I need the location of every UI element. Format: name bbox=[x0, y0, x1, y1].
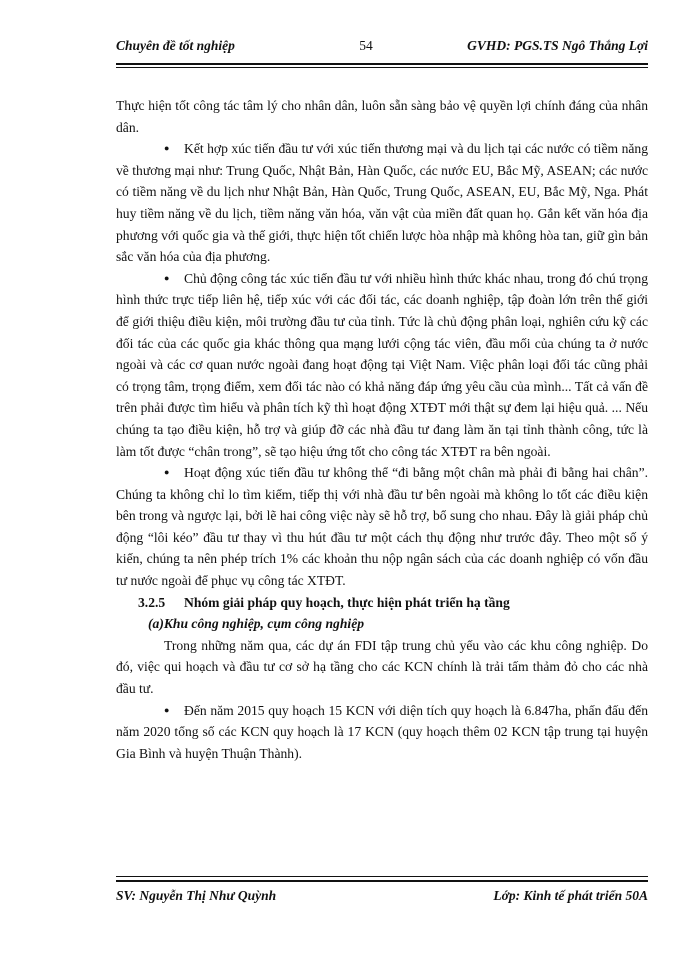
document-body bbox=[116, 95, 648, 764]
section-title: Nhóm giải pháp quy hoạch, thực hiện phát triển hạ tầng bbox=[184, 594, 510, 610]
footer-rule-thick bbox=[116, 880, 648, 882]
bullet-icon: ● bbox=[164, 143, 170, 154]
bullet-text: Chủ động công tác xúc tiến đầu tư với nhiều hình thức khác nhau, trong đó chú trọng hình thức trực tiếp liên hệ, tiếp xúc với các đối tác, các doanh nghiệp, tập đoàn lớn trên thế giới để giới thiệu điều kiện, môi trường đầu tư của tỉnh. Tức là chủ động phân loại, nghiên cứu kỹ các đối tác của các quốc gia khác thông qua mạng lưới cộng tác viên, đầu mối của chúng ta ở nước ngoài và các cơ quan nước ngoài đang hoạt động tại Việt Nam. Việc phân loại đối tác cũng phải có trọng tâm, trọng điểm, xem đối tác nào có khả năng đáp ứng yêu cầu của mình... Tất cả vấn đề trên phải được tìm hiểu và phân tích kỹ thì hoạt động XTĐT mới thật sự đem lại hiệu quả. ... Nếu chúng ta tạo điều kiện, hỗ trợ và giúp đỡ các nhà đầu tư đang làm ăn tại tỉnh thành công, tức là làm tốt được “chân trong”, sẽ tạo hiệu ứng tốt cho công tác XTĐT ra bên ngoài. bbox=[116, 270, 648, 459]
bullet-icon: ● bbox=[164, 272, 170, 283]
subsection-heading: (a)Khu công nghiệp, cụm công nghiệp bbox=[148, 616, 365, 632]
footer-rule-thin bbox=[116, 876, 648, 877]
page-number: 54 bbox=[359, 38, 373, 53]
section-heading bbox=[138, 592, 648, 614]
footer-student: SV: Nguyễn Thị Như Quỳnh bbox=[116, 888, 277, 903]
header-course-title: Chuyên đề tốt nghiệp bbox=[116, 38, 235, 53]
bullet-item bbox=[116, 462, 648, 592]
bullet-item bbox=[116, 268, 648, 462]
paragraph: Trong những năm qua, các dự án FDI tập trung chủ yếu vào các khu công nghiệp. Do đó, việc qui hoạch và đầu tư cơ sở hạ tầng cho các KCN chính là trải tấm thảm đỏ cho các nhà đầu tư. bbox=[116, 637, 648, 697]
bullet-icon: ● bbox=[164, 467, 170, 478]
bullet-icon: ● bbox=[164, 704, 170, 715]
page-footer bbox=[116, 888, 648, 912]
header-supervisor: GVHD: PGS.TS Ngô Thắng Lợi bbox=[467, 38, 648, 53]
header-rule-thick bbox=[116, 63, 648, 65]
bullet-text: Đến năm 2015 quy hoạch 15 KCN với diện tích quy hoạch là 6.847ha, phấn đấu đến năm 2020 tổng số các KCN quy hoạch là 17 KCN (quy hoạch thêm 02 KCN tập trung tại huyện Gia Bình và huyện Thuận Thành). bbox=[116, 702, 648, 761]
paragraph: Thực hiện tốt công tác tâm lý cho nhân dân, luôn sẵn sàng bảo vệ quyền lợi chính đáng của nhân dân. bbox=[116, 98, 648, 135]
page-header bbox=[116, 38, 648, 62]
bullet-text: Kết hợp xúc tiến đầu tư với xúc tiến thương mại và du lịch tại các nước có tiềm năng về thương mại như: Trung Quốc, Nhật Bản, Hàn Quốc, các nước EU, Bắc Mỹ, ASEAN; các nước có tiềm năng về du lịch như Nhật Bản, Hàn Quốc, Trung Quốc, ASEAN, EU, Bắc Mỹ, Nga. Phát huy tiềm năng về du lịch, tiềm năng văn hóa, văn vật của miền đất quan họ. Gắn kết văn hóa địa phương với quốc gia và thế giới, thực hiện tốt chiến lược hòa nhập mà không hòa tan, giữ gìn bản sắc văn hóa của địa phương. bbox=[116, 141, 648, 265]
bullet-item bbox=[116, 700, 648, 765]
footer-class: Lớp: Kinh tế phát triển 50A bbox=[493, 888, 648, 903]
section-number: 3.2.5 bbox=[138, 594, 166, 610]
bullet-item bbox=[116, 138, 648, 268]
bullet-text: Hoạt động xúc tiến đầu tư không thể “đi bằng một chân mà phải đi bằng hai chân”. Chúng ta không chỉ lo tìm kiếm, tiếp thị với nhà đầu tư bên ngoài mà không lo tốt các điều kiện bên trong và ngược lại, bởi lẽ hai công việc này sẽ hỗ trợ, bổ sung cho nhau. Đây là giải pháp chủ động “lôi kéo” đầu tư thay vì thu hút đầu tư một cách thụ động như trước đây. Theo một số ý kiến, chúng ta nên phép trích 1% các khoản thu nộp ngân sách của các doanh nghiệp có vốn đầu tư nước ngoài để phục vụ công tác XTĐT. bbox=[116, 465, 648, 589]
header-rule-thin bbox=[116, 67, 648, 68]
